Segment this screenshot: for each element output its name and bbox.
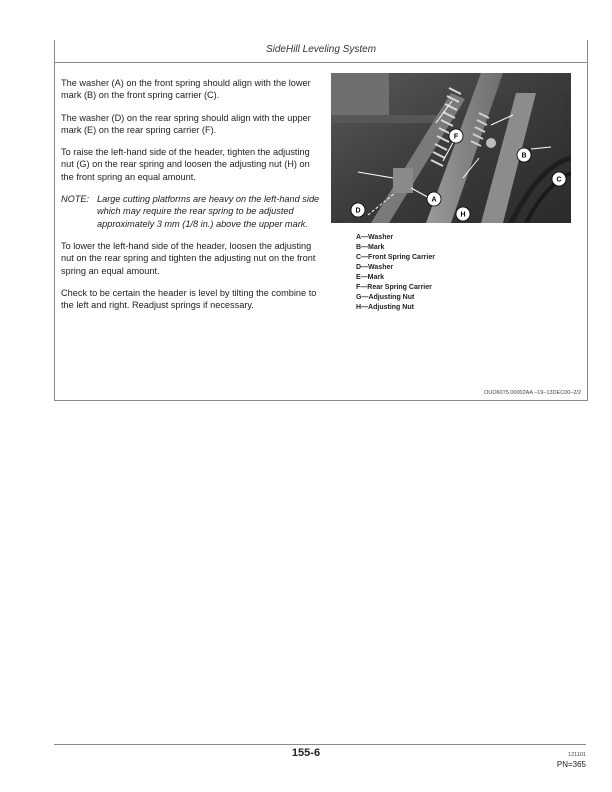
legend-item: E—Mark <box>356 274 385 281</box>
note-text: Large cutting platforms are heavy on the left-hand side which may require the rear spring to be adjusted approximately 3 mm (1/8 in.) above the upper mark. <box>97 194 320 229</box>
date-code: 121101 <box>568 752 586 758</box>
figure-legend <box>356 233 435 313</box>
callout-a <box>427 192 441 206</box>
paragraph-check-level: Check to be certain the header is level by tilting the combine to the left and right. Readjust springs if necessary. <box>61 287 317 311</box>
svg-text:A: A <box>431 196 437 204</box>
page-number: 155-6 <box>291 747 321 759</box>
pn-code: PN=365 <box>556 760 586 769</box>
figure-code: H61517 –UN–20OCT99 <box>564 93 570 152</box>
legend-item: H—Adjusting Nut <box>356 304 414 311</box>
footer-divider <box>54 744 586 745</box>
callout-f <box>449 129 463 143</box>
callout-d <box>351 203 365 217</box>
page-id-block <box>557 752 586 769</box>
paragraph-rear-washer: The washer (D) on the rear spring should align with the upper mark (E) on the rear spring carrier (F). <box>61 112 311 135</box>
callout-c <box>552 172 566 186</box>
section-title: SideHill Leveling System <box>265 44 377 55</box>
note-block <box>61 193 323 230</box>
legend-item: A—Washer <box>356 234 394 241</box>
legend-item: F—Rear Spring Carrier <box>356 284 432 291</box>
legend-item: G—Adjusting Nut <box>356 294 415 301</box>
paragraph-raise-header: To raise the left-hand side of the header, tighten the adjusting nut (G) on the rear spring and loosen the adjusting nut (H) on the front spring an equal amount. <box>61 147 310 182</box>
paragraph-lower-header: To lower the left-hand side of the header, loosen the adjusting nut on the rear spring and tighten the adjusting nut on the front spring an equal amount. <box>61 240 316 276</box>
content-frame <box>54 40 588 401</box>
reference-code: OUO6075,00002AA –19–13DEC00–2/2 <box>484 390 581 396</box>
svg-text:D: D <box>355 207 361 215</box>
legend-item: C—Front Spring Carrier <box>356 254 435 261</box>
svg-text:B: B <box>521 152 527 160</box>
svg-text:C: C <box>556 176 562 184</box>
note-label: NOTE: <box>61 194 90 205</box>
instructions-column <box>61 77 323 321</box>
paragraph-front-washer: The washer (A) on the front spring should align with the lower mark (B) on the front spring carrier (C). <box>61 78 311 101</box>
svg-text:H: H <box>460 211 466 219</box>
callout-b <box>517 148 531 162</box>
legend-item: D—Washer <box>356 264 394 271</box>
svg-text:F: F <box>453 133 459 141</box>
callout-h <box>456 207 470 221</box>
header-divider <box>55 62 587 63</box>
legend-item: B—Mark <box>356 244 385 251</box>
